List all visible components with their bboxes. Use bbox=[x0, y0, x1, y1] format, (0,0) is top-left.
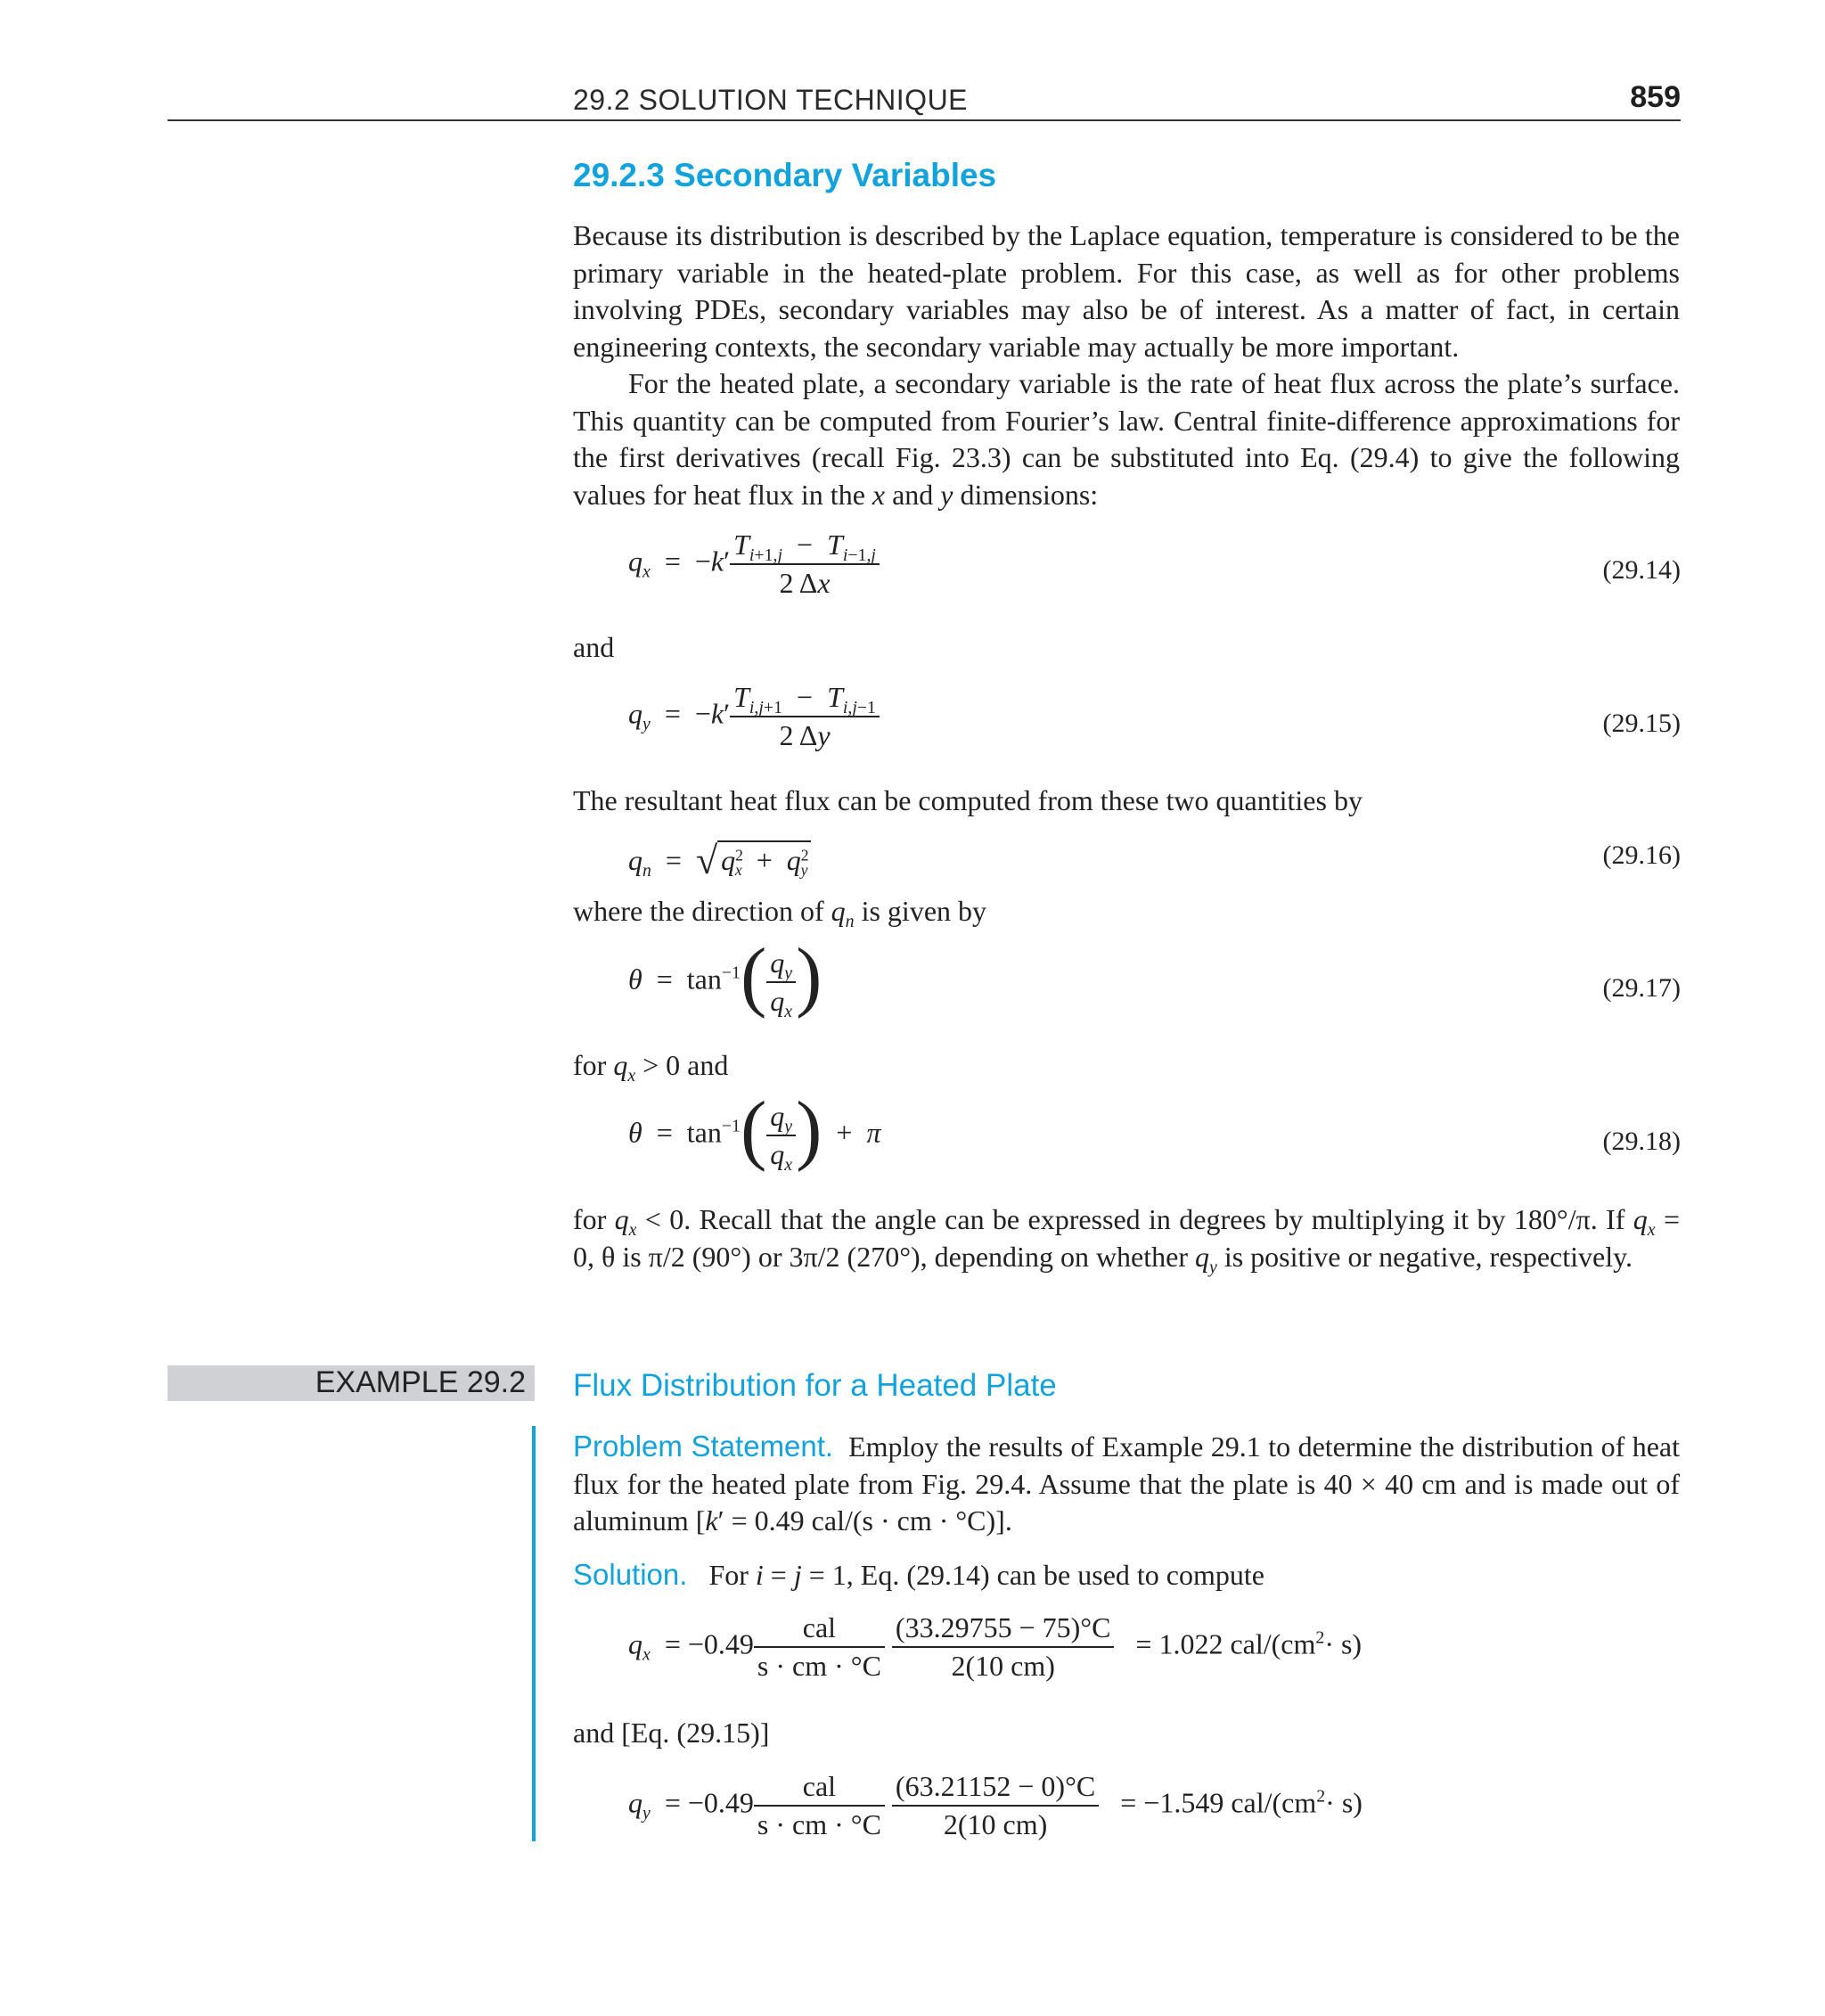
final-text-c: = 0, θ is π/2 (90°) or 3π/2 (270°), depending on whether bbox=[573, 1203, 1680, 1273]
running-header bbox=[168, 78, 1681, 121]
qy-result: = −1.549 cal/(cm bbox=[1120, 1786, 1317, 1819]
where-text-b: is given by bbox=[854, 895, 987, 927]
solution-line: Solution. For i = j = 1, Eq. (29.14) can be used to compute bbox=[573, 1558, 1264, 1591]
qy-computation: $q_y = -0.49$ $\frac{\text{cal}}{s \cdot cm \cdot ^\circ C}$ $\frac{(63.21152 - 0)^\circ C}{2(10 cm)}$ = −1.549 cal/$(cm^2\cdot s)$ bbox=[628, 1770, 1363, 1840]
where-text-a: where the direction of bbox=[573, 895, 831, 927]
var-y: y bbox=[940, 478, 953, 511]
for-positive-text: for $q_x > 0$ and bbox=[573, 1049, 729, 1086]
qy-fraction-den: 2(10 cm) bbox=[943, 1808, 1048, 1840]
example-tab bbox=[168, 1365, 535, 1401]
equation-number: (29.14) bbox=[1602, 555, 1681, 585]
qx-unit-den: s · cm · °C bbox=[757, 1650, 881, 1682]
paragraph-2 bbox=[573, 365, 1680, 513]
solution-text-a: For bbox=[708, 1559, 756, 1591]
equation-number: (29.16) bbox=[1602, 840, 1681, 870]
equation-29-18: $\theta = \tan^{-1}$( $\frac{q_y}{q_x}$ ) + π bbox=[628, 1086, 881, 1175]
equation-29-15: $q_y = -k'$ $\frac{T_{i,j+1} - T_{i,j-1}}{2 \Delta y}$ bbox=[628, 681, 880, 752]
equation-number: (29.18) bbox=[1602, 1127, 1681, 1156]
problem-heading: Problem Statement. bbox=[573, 1430, 834, 1463]
problem-text-a: Employ the results of Example 29.1 to determine the distribution of heat flux for the heated plate from Fig. 29.4. Assume that the plate is 40 × 40 cm and is made out of aluminum [ bbox=[573, 1430, 1680, 1537]
qx-unit-num: cal bbox=[754, 1611, 885, 1648]
paragraph-2-end: dimensions: bbox=[953, 478, 1099, 511]
var-x: x bbox=[872, 478, 886, 511]
section-heading: 29.2.3 Secondary Variables bbox=[573, 157, 997, 193]
qx-computation: $q_x = -0.49$ $\frac{\text{cal}}{s \cdot cm \cdot ^\circ C}$ $\frac{(33.29755 - 75)^\circ C}{2(10 cm)}$ = 1.022 cal/$(cm^2\cdot s)$ bbox=[628, 1611, 1363, 1682]
qx-result: = 1.022 cal/(cm bbox=[1135, 1627, 1316, 1660]
equation-number: (29.15) bbox=[1602, 709, 1681, 738]
qy-unit-num: cal bbox=[754, 1770, 885, 1807]
final-text-b: < 0. Recall that the angle can be expressed in degrees by multiplying it by 180°/π. If bbox=[636, 1203, 1633, 1235]
qy-unit-den: s · cm · °C bbox=[757, 1808, 881, 1840]
problem-statement: Problem Statement. Employ the results of Example 29.1 to determine the distribution of heat flux for the heated plate from Fig. 29.4. Assume that the plate is 40 × 40 cm and is made out of aluminum [k′ = 0.49 cal/(s · cm · °C)]. bbox=[573, 1430, 1680, 1537]
qx-fraction-num: (33.29755 − 75)°C bbox=[892, 1611, 1115, 1648]
resultant-text: The resultant heat flux can be computed from these two quantities by bbox=[573, 784, 1363, 816]
equation-29-17: $\theta = \tan^{-1}$( $\frac{q_y}{q_x}$ ) bbox=[628, 933, 822, 1021]
paragraph-intro bbox=[573, 217, 1680, 513]
qy-fraction-num: (63.21152 − 0)°C bbox=[892, 1770, 1099, 1807]
qx-fraction-den: 2(10 cm) bbox=[951, 1650, 1055, 1682]
where-text: where the direction of $q_n$ is given by bbox=[573, 895, 987, 931]
equation-29-14: $q_x = -k'$ $\frac{T_{i+1,j} - T_{i-1,j}}{2 \Delta x}$ bbox=[628, 529, 880, 600]
example-title: Flux Distribution for a Heated Plate bbox=[573, 1368, 1057, 1403]
page-number: 859 bbox=[1630, 80, 1681, 114]
example-label: EXAMPLE 29.2 bbox=[315, 1365, 526, 1399]
final-text-a: for bbox=[573, 1203, 615, 1235]
solution-heading: Solution. bbox=[573, 1558, 688, 1591]
problem-text-b: = 0.49 cal/(s · cm · °C)]. bbox=[724, 1504, 1012, 1537]
and-eq-text: and [Eq. (29.15)] bbox=[573, 1717, 770, 1749]
paragraph-1-text: Because its distribution is described by the Laplace equation, temperature is considered to be the primary variable in the heated-plate problem. For this case, as well as for other problems involving PDEs, secondary variables may also be of interest. As a matter of fact, in certain engineering contexts, the secondary variable may actually be more important. bbox=[573, 219, 1680, 363]
connector-and: and bbox=[573, 631, 615, 663]
running-title: 29.2 SOLUTION TECHNIQUE bbox=[573, 84, 969, 116]
equation-29-16: $q_n$ = √ $q^2_x + q^2_y$ bbox=[628, 834, 811, 880]
for-positive-a: for bbox=[573, 1049, 614, 1081]
paragraph-2-and: and bbox=[885, 478, 941, 511]
qx-coefficient: = −0.49 bbox=[664, 1627, 754, 1660]
for-positive-b: > 0 and bbox=[635, 1049, 729, 1081]
paragraph-2-text: For the heated plate, a secondary variable is the rate of heat flux across the plate’s surface. This quantity can be computed from Fourier’s law. Central finite-difference approximations for the first derivatives (recall Fig. 23.3) can be substituted into Eq. (29.4) to give the following values for heat flux in the bbox=[573, 367, 1680, 511]
qy-coefficient: = −0.49 bbox=[664, 1786, 754, 1819]
equation-number: (29.17) bbox=[1602, 973, 1681, 1003]
solution-text-b: = 1, Eq. (29.14) can be used to compute bbox=[801, 1559, 1264, 1591]
final-text-d: is positive or negative, respectively. bbox=[1216, 1240, 1633, 1273]
paragraph-angle: for $q_x < 0$. Recall that the angle can be expressed in degrees by multiplying it by 180°/π. If $q_x = 0$, θ is π/2 (90°) or 3π/2 (270°), depending on whether $q_y$ is positive or negative, respectively. bbox=[573, 1203, 1680, 1277]
example-sidebar-rule bbox=[532, 1426, 536, 1841]
